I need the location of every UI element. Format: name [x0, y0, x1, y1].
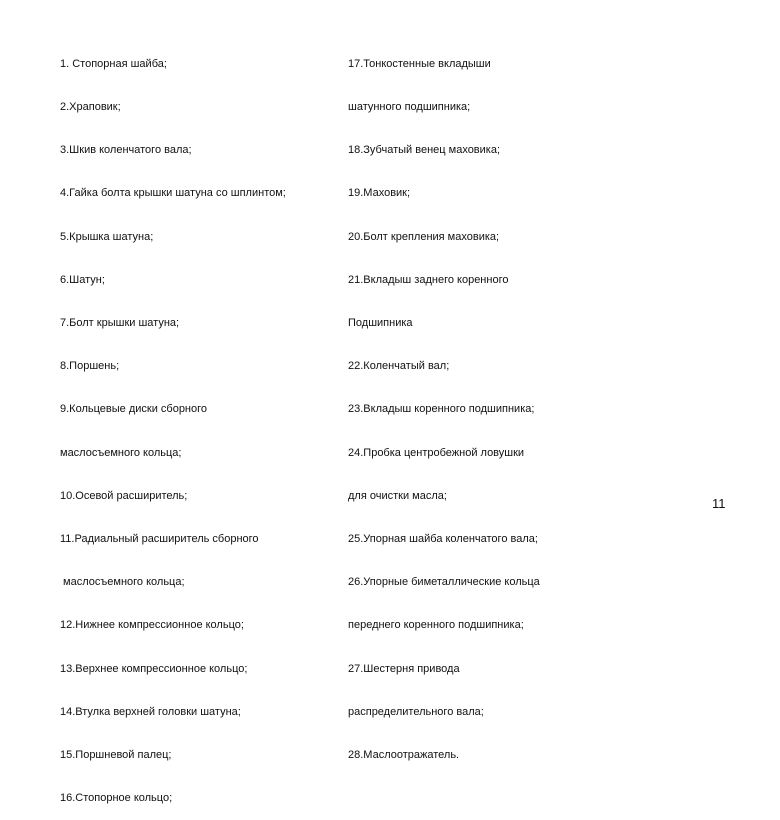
list-line: 10.Осевой расширитель;: [60, 489, 188, 502]
list-line: для очистки масла;: [348, 489, 447, 502]
list-line: 1. Стопорная шайба;: [60, 57, 167, 70]
list-line: 17.Тонкостенные вкладыши: [348, 57, 491, 70]
list-line: 23.Вкладыш коренного подшипника;: [348, 403, 535, 416]
list-line: Подшипника: [348, 317, 413, 330]
list-line: 2.Храповик;: [60, 101, 121, 114]
list-line: маслосъемного кольца;: [60, 446, 182, 459]
list-line: 20.Болт крепления маховика;: [348, 230, 500, 243]
parts-list-left: [60, 28, 330, 820]
list-line: 7.Болт крышки шатуна;: [60, 317, 180, 330]
list-line: 4.Гайка болта крышки шатуна со шплинтом;: [60, 187, 286, 200]
list-line: 18.Зубчатый венец маховика;: [348, 144, 501, 157]
list-line: переднего коренного подшипника;: [348, 619, 524, 632]
list-line: 19.Маховик;: [348, 187, 411, 200]
list-line: 5.Крышка шатуна;: [60, 230, 154, 243]
list-line: 6.Шатун;: [60, 273, 105, 286]
list-line: 16.Стопорное кольцо;: [60, 792, 173, 805]
list-line: 3.Шкив коленчатого вала;: [60, 144, 192, 157]
list-line: 22.Коленчатый вал;: [348, 360, 450, 373]
list-line: 9.Кольцевые диски сборного: [60, 403, 208, 416]
list-line: 28.Маслоотражатель.: [348, 749, 460, 762]
list-line: шатунного подшипника;: [348, 101, 471, 114]
list-line: 13.Верхнее компрессионное кольцо;: [60, 662, 248, 675]
list-line: 21.Вкладыш заднего коренного: [348, 273, 509, 286]
list-line: 26.Упорные биметаллические кольца: [348, 576, 540, 589]
list-line: 12.Нижнее компрессионное кольцо;: [60, 619, 244, 632]
list-line: 15.Поршневой палец;: [60, 749, 172, 762]
list-line: распределительного вала;: [348, 705, 484, 718]
list-line: 8.Поршень;: [60, 360, 120, 373]
page-number: 11: [712, 496, 726, 511]
list-line: 24.Пробка центробежной ловушки: [348, 446, 525, 459]
list-line: маслосъемного кольца;: [60, 576, 185, 589]
parts-list-right: [348, 28, 618, 777]
list-line: 14.Втулка верхней головки шатуна;: [60, 705, 241, 718]
list-line: 11.Радиальный расширитель сборного: [60, 533, 259, 546]
list-line: 25.Упорная шайба коленчатого вала;: [348, 533, 538, 546]
list-line: 27.Шестерня привода: [348, 662, 460, 675]
